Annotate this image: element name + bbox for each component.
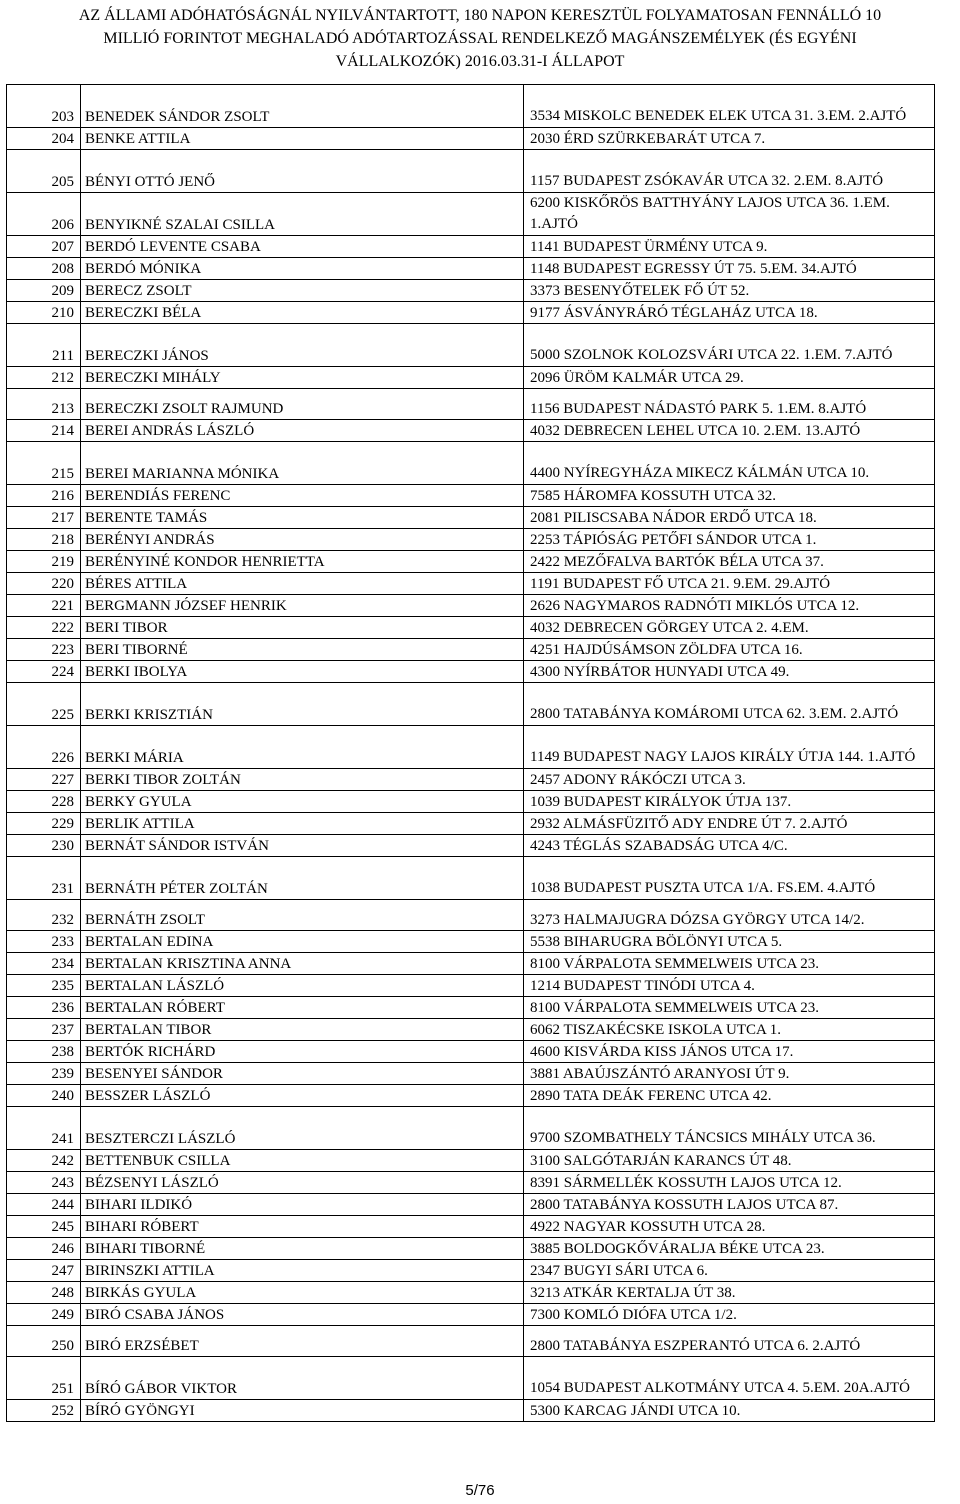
- table-row: [7, 857, 935, 900]
- row-number: 232: [7, 900, 81, 931]
- table-row: [7, 1063, 935, 1085]
- row-number: 250: [7, 1326, 81, 1357]
- row-name: BETTENBUK CSILLA: [81, 1150, 524, 1172]
- table-row: [7, 683, 935, 726]
- row-number: 249: [7, 1304, 81, 1326]
- row-address: 6200 KISKŐRÖS BATTHYÁNY LAJOS UTCA 36. 1.EM. 1.AJTÓ: [524, 193, 935, 236]
- row-name: BIHARI TIBORNÉ: [81, 1238, 524, 1260]
- row-name: BIHARI ILDIKÓ: [81, 1194, 524, 1216]
- row-address: 4251 HAJDÚSÁMSON ZÖLDFA UTCA 16.: [524, 639, 935, 661]
- row-name: BERTALAN RÓBERT: [81, 997, 524, 1019]
- table-row: [7, 485, 935, 507]
- row-number: 240: [7, 1085, 81, 1107]
- row-number: 208: [7, 258, 81, 280]
- row-address: 2081 PILISCSABA NÁDOR ERDŐ UTCA 18.: [524, 507, 935, 529]
- row-name: BIRKÁS GYULA: [81, 1282, 524, 1304]
- row-number: 214: [7, 420, 81, 442]
- row-address: 2253 TÁPIÓSÁG PETŐFI SÁNDOR UTCA 1.: [524, 529, 935, 551]
- row-name: BERENDIÁS FERENC: [81, 485, 524, 507]
- row-name: BERNÁTH PÉTER ZOLTÁN: [81, 857, 524, 900]
- table-row: [7, 193, 935, 236]
- row-number: 252: [7, 1400, 81, 1422]
- row-address: 1054 BUDAPEST ALKOTMÁNY UTCA 4. 5.EM. 20A.AJTÓ: [524, 1357, 935, 1400]
- row-address: 8100 VÁRPALOTA SEMMELWEIS UTCA 23.: [524, 997, 935, 1019]
- row-address: 2030 ÉRD SZÜRKEBARÁT UTCA 7.: [524, 128, 935, 150]
- table-row: [7, 835, 935, 857]
- row-name: BERLIK ATTILA: [81, 813, 524, 835]
- table-row: [7, 617, 935, 639]
- row-name: BERTALAN EDINA: [81, 931, 524, 953]
- table-row: [7, 769, 935, 791]
- row-name: BERECZKI ZSOLT RAJMUND: [81, 389, 524, 420]
- row-address: 8100 VÁRPALOTA SEMMELWEIS UTCA 23.: [524, 953, 935, 975]
- header-line-2: MILLIÓ FORINTOT MEGHALADÓ ADÓTARTOZÁSSAL RENDELKEZŐ MAGÁNSZEMÉLYEK (ÉS EGYÉNI: [103, 30, 857, 47]
- taxpayer-table-body: [7, 85, 935, 1422]
- row-number: 225: [7, 683, 81, 726]
- row-name: BERKI KRISZTIÁN: [81, 683, 524, 726]
- row-number: 221: [7, 595, 81, 617]
- row-number: 239: [7, 1063, 81, 1085]
- table-row: [7, 1282, 935, 1304]
- row-address: 2800 TATABÁNYA KOSSUTH LAJOS UTCA 87.: [524, 1194, 935, 1216]
- table-row: [7, 726, 935, 769]
- row-address: 9177 ÁSVÁNYRÁRÓ TÉGLAHÁZ UTCA 18.: [524, 302, 935, 324]
- table-row: [7, 931, 935, 953]
- row-address: 4400 NYÍREGYHÁZA MIKECZ KÁLMÁN UTCA 10.: [524, 442, 935, 485]
- row-address: 4032 DEBRECEN LEHEL UTCA 10. 2.EM. 13.AJTÓ: [524, 420, 935, 442]
- table-row: [7, 1400, 935, 1422]
- table-row: [7, 595, 935, 617]
- row-address: 8391 SÁRMELLÉK KOSSUTH LAJOS UTCA 12.: [524, 1172, 935, 1194]
- row-number: 231: [7, 857, 81, 900]
- row-address: 3100 SALGÓTARJÁN KARANCS ÚT 48.: [524, 1150, 935, 1172]
- row-name: BESSZER LÁSZLÓ: [81, 1085, 524, 1107]
- row-address: 2347 BUGYI SÁRI UTCA 6.: [524, 1260, 935, 1282]
- row-number: 235: [7, 975, 81, 997]
- table-row: [7, 85, 935, 128]
- row-name: BESENYEI SÁNDOR: [81, 1063, 524, 1085]
- table-row: [7, 420, 935, 442]
- row-number: 220: [7, 573, 81, 595]
- row-name: BÉRES ATTILA: [81, 573, 524, 595]
- row-name: BERKI IBOLYA: [81, 661, 524, 683]
- row-name: BERECZKI JÁNOS: [81, 324, 524, 367]
- row-number: 207: [7, 236, 81, 258]
- row-address: 7585 HÁROMFA KOSSUTH UTCA 32.: [524, 485, 935, 507]
- row-name: BERTALAN KRISZTINA ANNA: [81, 953, 524, 975]
- row-number: 212: [7, 367, 81, 389]
- row-number: 246: [7, 1238, 81, 1260]
- row-number: 241: [7, 1107, 81, 1150]
- row-number: 216: [7, 485, 81, 507]
- row-name: BERKI TIBOR ZOLTÁN: [81, 769, 524, 791]
- row-name: BENYIKNÉ SZALAI CSILLA: [81, 193, 524, 236]
- row-name: BESZTERCZI LÁSZLÓ: [81, 1107, 524, 1150]
- table-row: [7, 791, 935, 813]
- row-number: 205: [7, 150, 81, 193]
- row-number: 242: [7, 1150, 81, 1172]
- row-address: 2457 ADONY RÁKÓCZI UTCA 3.: [524, 769, 935, 791]
- row-number: 223: [7, 639, 81, 661]
- row-address: 3881 ABAÚJSZÁNTÓ ARANYOSI ÚT 9.: [524, 1063, 935, 1085]
- table-row: [7, 997, 935, 1019]
- row-name: BENKE ATTILA: [81, 128, 524, 150]
- row-address: 1156 BUDAPEST NÁDASTÓ PARK 5. 1.EM. 8.AJTÓ: [524, 389, 935, 420]
- row-address: 1214 BUDAPEST TINÓDI UTCA 4.: [524, 975, 935, 997]
- row-address: 1191 BUDAPEST FŐ UTCA 21. 9.EM. 29.AJTÓ: [524, 573, 935, 595]
- row-number: 222: [7, 617, 81, 639]
- row-address: 4032 DEBRECEN GÖRGEY UTCA 2. 4.EM.: [524, 617, 935, 639]
- row-number: 248: [7, 1282, 81, 1304]
- table-row: [7, 442, 935, 485]
- row-name: BERECZ ZSOLT: [81, 280, 524, 302]
- row-address: 3373 BESENYŐTELEK FŐ ÚT 52.: [524, 280, 935, 302]
- row-name: BERDÓ LEVENTE CSABA: [81, 236, 524, 258]
- page-number: 5/76: [465, 1482, 495, 1499]
- row-name: BENEDEK SÁNDOR ZSOLT: [81, 85, 524, 128]
- table-row: [7, 324, 935, 367]
- row-number: 226: [7, 726, 81, 769]
- row-number: 229: [7, 813, 81, 835]
- row-address: 3213 ATKÁR KERTALJA ÚT 38.: [524, 1282, 935, 1304]
- row-number: 247: [7, 1260, 81, 1282]
- row-name: BÉZSENYI LÁSZLÓ: [81, 1172, 524, 1194]
- table-row: [7, 1194, 935, 1216]
- row-name: BERNÁT SÁNDOR ISTVÁN: [81, 835, 524, 857]
- row-number: 245: [7, 1216, 81, 1238]
- row-name: BÉNYI OTTÓ JENŐ: [81, 150, 524, 193]
- row-number: 238: [7, 1041, 81, 1063]
- table-row: [7, 975, 935, 997]
- table-row: [7, 1041, 935, 1063]
- row-address: 4922 NAGYAR KOSSUTH UTCA 28.: [524, 1216, 935, 1238]
- table-row: [7, 529, 935, 551]
- row-address: 2932 ALMÁSFÜZITŐ ADY ENDRE ÚT 7. 2.AJTÓ: [524, 813, 935, 835]
- row-name: BERECZKI MIHÁLY: [81, 367, 524, 389]
- row-number: 206: [7, 193, 81, 236]
- row-number: 243: [7, 1172, 81, 1194]
- row-address: 2890 TATA DEÁK FERENC UTCA 42.: [524, 1085, 935, 1107]
- row-name: BERKI MÁRIA: [81, 726, 524, 769]
- row-number: 219: [7, 551, 81, 573]
- row-address: 1148 BUDAPEST EGRESSY ÚT 75. 5.EM. 34.AJTÓ: [524, 258, 935, 280]
- row-address: 2626 NAGYMAROS RADNÓTI MIKLÓS UTCA 12.: [524, 595, 935, 617]
- row-number: 211: [7, 324, 81, 367]
- row-name: BIRINSZKI ATTILA: [81, 1260, 524, 1282]
- row-number: 251: [7, 1357, 81, 1400]
- row-number: 224: [7, 661, 81, 683]
- row-address: 2422 MEZŐFALVA BARTÓK BÉLA UTCA 37.: [524, 551, 935, 573]
- row-address: 3273 HALMAJUGRA DÓZSA GYÖRGY UTCA 14/2.: [524, 900, 935, 931]
- row-address: 6062 TISZAKÉCSKE ISKOLA UTCA 1.: [524, 1019, 935, 1041]
- table-row: [7, 900, 935, 931]
- row-name: BERI TIBORNÉ: [81, 639, 524, 661]
- row-address: 7300 KOMLÓ DIÓFA UTCA 1/2.: [524, 1304, 935, 1326]
- table-row: [7, 258, 935, 280]
- taxpayer-table: [6, 84, 935, 1422]
- table-row: [7, 367, 935, 389]
- row-name: BERTÓK RICHÁRD: [81, 1041, 524, 1063]
- table-row: [7, 1107, 935, 1150]
- table-row: [7, 1357, 935, 1400]
- header-line-3: VÁLLALKOZÓK) 2016.03.31-I ÁLLAPOT: [335, 53, 625, 70]
- row-number: 203: [7, 85, 81, 128]
- row-number: 217: [7, 507, 81, 529]
- row-address: 4243 TÉGLÁS SZABADSÁG UTCA 4/C.: [524, 835, 935, 857]
- row-name: BERGMANN JÓZSEF HENRIK: [81, 595, 524, 617]
- row-number: 213: [7, 389, 81, 420]
- row-address: 1039 BUDAPEST KIRÁLYOK ÚTJA 137.: [524, 791, 935, 813]
- table-row: [7, 661, 935, 683]
- row-address: 1038 BUDAPEST PUSZTA UTCA 1/A. FS.EM. 4.AJTÓ: [524, 857, 935, 900]
- row-name: BERECZKI BÉLA: [81, 302, 524, 324]
- table-row: [7, 1216, 935, 1238]
- row-name: BÍRÓ GÁBOR VIKTOR: [81, 1357, 524, 1400]
- table-row: [7, 389, 935, 420]
- table-row: [7, 302, 935, 324]
- table-row: [7, 1326, 935, 1357]
- row-address: 1157 BUDAPEST ZSÓKAVÁR UTCA 32. 2.EM. 8.AJTÓ: [524, 150, 935, 193]
- row-number: 244: [7, 1194, 81, 1216]
- row-name: BERKY GYULA: [81, 791, 524, 813]
- row-address: 1141 BUDAPEST ÜRMÉNY UTCA 9.: [524, 236, 935, 258]
- row-name: BEREI ANDRÁS LÁSZLÓ: [81, 420, 524, 442]
- row-number: 236: [7, 997, 81, 1019]
- row-address: 3885 BOLDOGKŐVÁRALJA BÉKE UTCA 23.: [524, 1238, 935, 1260]
- row-number: 210: [7, 302, 81, 324]
- row-number: 233: [7, 931, 81, 953]
- table-row: [7, 150, 935, 193]
- row-address: 2096 ÜRÖM KALMÁR UTCA 29.: [524, 367, 935, 389]
- row-name: BERTALAN LÁSZLÓ: [81, 975, 524, 997]
- row-address: 5000 SZOLNOK KOLOZSVÁRI UTCA 22. 1.EM. 7.AJTÓ: [524, 324, 935, 367]
- row-address: 4600 KISVÁRDA KISS JÁNOS UTCA 17.: [524, 1041, 935, 1063]
- table-row: [7, 1172, 935, 1194]
- table-row: [7, 280, 935, 302]
- table-row: [7, 953, 935, 975]
- row-name: BIRÓ ERZSÉBET: [81, 1326, 524, 1357]
- table-row: [7, 1238, 935, 1260]
- row-address: 2800 TATABÁNYA ESZPERANTÓ UTCA 6. 2.AJTÓ: [524, 1326, 935, 1357]
- row-name: BERDÓ MÓNIKA: [81, 258, 524, 280]
- row-number: 230: [7, 835, 81, 857]
- table-row: [7, 1260, 935, 1282]
- row-name: BIHARI RÓBERT: [81, 1216, 524, 1238]
- row-address: 5300 KARCAG JÁNDI UTCA 10.: [524, 1400, 935, 1422]
- header-line-1: AZ ÁLLAMI ADÓHATÓSÁGNÁL NYILVÁNTARTOTT, 180 NAPON KERESZTÜL FOLYAMATOSAN FENNÁLLÓ 10: [78, 7, 882, 24]
- row-name: BERI TIBOR: [81, 617, 524, 639]
- table-row: [7, 507, 935, 529]
- table-row: [7, 236, 935, 258]
- table-row: [7, 128, 935, 150]
- row-name: BIRÓ CSABA JÁNOS: [81, 1304, 524, 1326]
- row-name: BEREI MARIANNA MÓNIKA: [81, 442, 524, 485]
- row-address: 3534 MISKOLC BENEDEK ELEK UTCA 31. 3.EM. 2.AJTÓ: [524, 85, 935, 128]
- row-address: 4300 NYÍRBÁTOR HUNYADI UTCA 49.: [524, 661, 935, 683]
- table-row: [7, 813, 935, 835]
- document-header: [0, 4, 960, 73]
- row-address: 5538 BIHARUGRA BÖLÖNYI UTCA 5.: [524, 931, 935, 953]
- table-row: [7, 1085, 935, 1107]
- table-row: [7, 639, 935, 661]
- row-number: 234: [7, 953, 81, 975]
- table-row: [7, 573, 935, 595]
- table-row: [7, 1019, 935, 1041]
- row-name: BERÉNYI ANDRÁS: [81, 529, 524, 551]
- table-row: [7, 1150, 935, 1172]
- row-name: BERÉNYINÉ KONDOR HENRIETTA: [81, 551, 524, 573]
- row-name: BERNÁTH ZSOLT: [81, 900, 524, 931]
- table-row: [7, 1304, 935, 1326]
- row-address: 9700 SZOMBATHELY TÁNCSICS MIHÁLY UTCA 36.: [524, 1107, 935, 1150]
- row-name: BÍRÓ GYÖNGYI: [81, 1400, 524, 1422]
- row-number: 227: [7, 769, 81, 791]
- row-address: 2800 TATABÁNYA KOMÁROMI UTCA 62. 3.EM. 2.AJTÓ: [524, 683, 935, 726]
- row-number: 209: [7, 280, 81, 302]
- row-number: 215: [7, 442, 81, 485]
- row-number: 204: [7, 128, 81, 150]
- row-number: 228: [7, 791, 81, 813]
- row-name: BERENTE TAMÁS: [81, 507, 524, 529]
- row-address: 1149 BUDAPEST NAGY LAJOS KIRÁLY ÚTJA 144. 1.AJTÓ: [524, 726, 935, 769]
- row-number: 218: [7, 529, 81, 551]
- table-row: [7, 551, 935, 573]
- row-number: 237: [7, 1019, 81, 1041]
- row-name: BERTALAN TIBOR: [81, 1019, 524, 1041]
